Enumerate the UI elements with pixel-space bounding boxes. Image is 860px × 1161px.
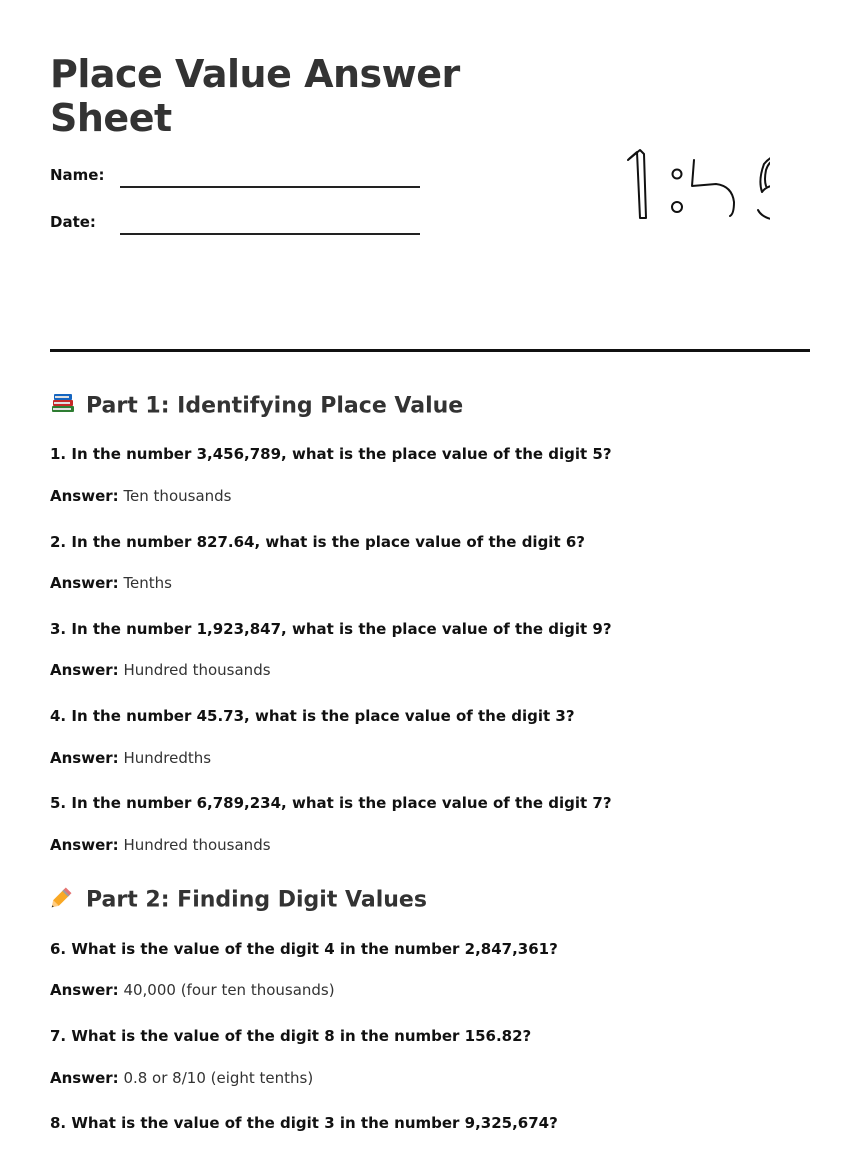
question-2: 2. In the number 827.64, what is the place value of the digit 6?	[50, 533, 585, 551]
answer-label: Answer:	[50, 749, 119, 767]
section-heading-part-2	[50, 883, 427, 918]
question-8: 8. What is the value of the digit 3 in the number 9,325,674?	[50, 1114, 558, 1132]
handwritten-score-drawing	[570, 140, 770, 230]
date-field	[50, 213, 420, 237]
answer-3	[50, 660, 271, 680]
answer-text: 40,000 (four ten thousands)	[123, 981, 335, 999]
section-heading-text: Part 2: Finding Digit Values	[86, 887, 427, 913]
answer-text: Ten thousands	[123, 487, 232, 505]
answer-6	[50, 980, 335, 1000]
answer-4	[50, 748, 211, 768]
answer-label: Answer:	[50, 661, 119, 679]
answer-label: Answer:	[50, 981, 119, 999]
answer-2	[50, 573, 172, 593]
name-line	[120, 186, 420, 188]
handwritten-score	[570, 140, 770, 230]
question-7: 7. What is the value of the digit 8 in the number 156.82?	[50, 1027, 532, 1045]
question-3: 3. In the number 1,923,847, what is the place value of the digit 9?	[50, 620, 612, 638]
answer-text: Tenths	[123, 574, 172, 592]
answer-text: 0.8 or 8/10 (eight tenths)	[123, 1069, 314, 1087]
answer-text: Hundred thousands	[123, 836, 271, 854]
answer-label: Answer:	[50, 487, 119, 505]
question-6: 6. What is the value of the digit 4 in the number 2,847,361?	[50, 940, 558, 958]
answer-5	[50, 835, 271, 855]
answer-text: Hundred thousands	[123, 661, 271, 679]
section-heading-text: Part 1: Identifying Place Value	[86, 393, 464, 419]
answer-label: Answer:	[50, 1069, 119, 1087]
name-field	[50, 166, 420, 190]
answer-label: Answer:	[50, 836, 119, 854]
answer-sheet	[50, 0, 810, 1161]
pencil-icon	[50, 883, 78, 918]
books-icon	[50, 389, 78, 424]
date-line	[120, 233, 420, 235]
section-divider	[50, 349, 810, 352]
page-title: Place Value Answer Sheet	[50, 52, 460, 140]
question-5: 5. In the number 6,789,234, what is the place value of the digit 7?	[50, 794, 612, 812]
section-heading-part-1	[50, 389, 463, 424]
answer-text: Hundredths	[123, 749, 212, 767]
answer-7	[50, 1068, 313, 1088]
question-1: 1. In the number 3,456,789, what is the place value of the digit 5?	[50, 445, 612, 463]
answer-1	[50, 486, 231, 506]
question-4: 4. In the number 45.73, what is the place value of the digit 3?	[50, 707, 575, 725]
name-label: Name:	[50, 166, 105, 184]
date-label: Date:	[50, 213, 96, 231]
answer-label: Answer:	[50, 574, 119, 592]
